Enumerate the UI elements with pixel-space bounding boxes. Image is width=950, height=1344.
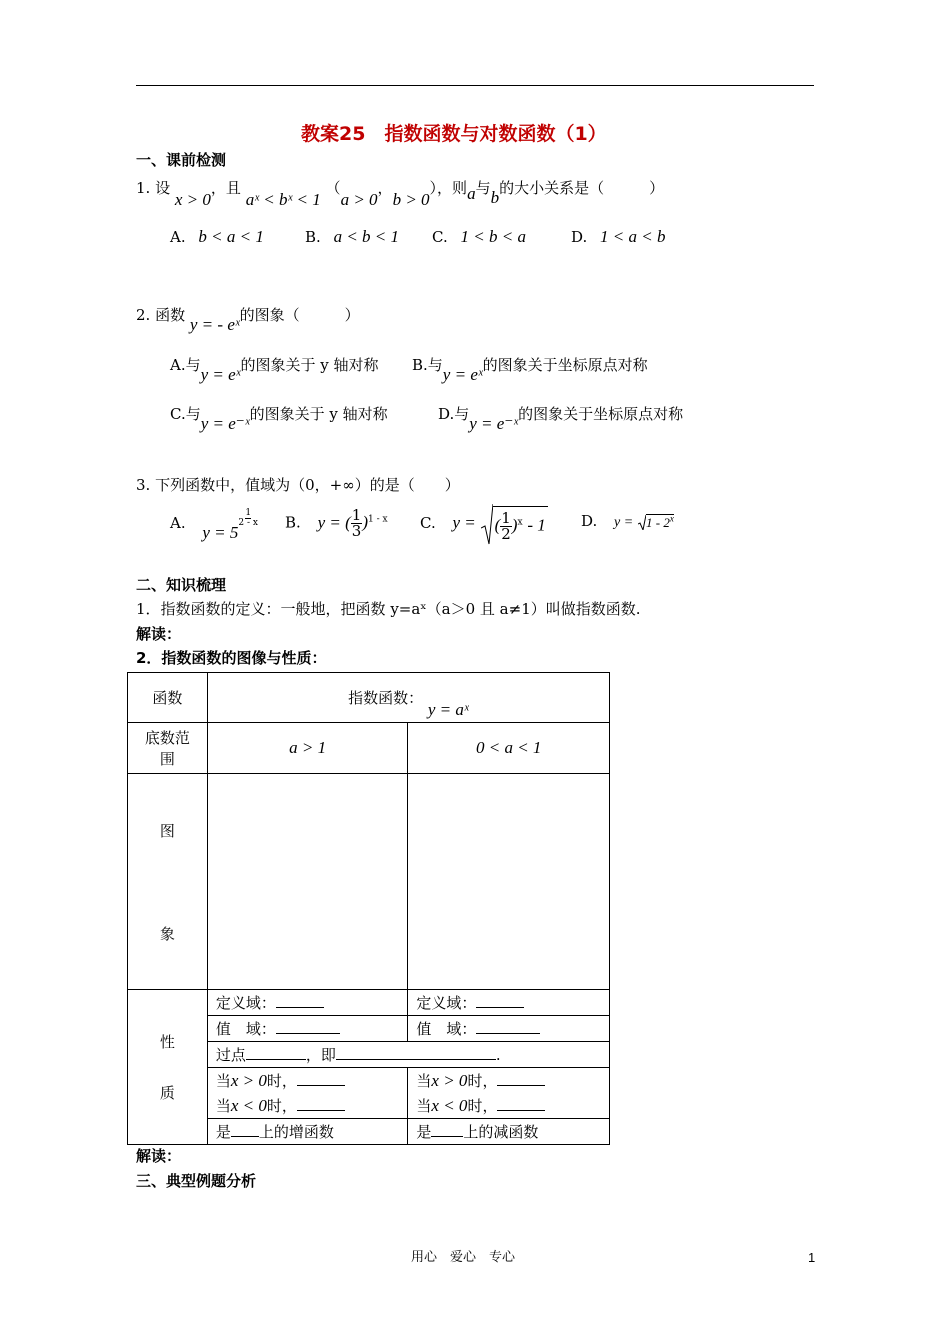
cell-text: 指数函数： [348, 689, 424, 707]
table-row [128, 723, 610, 774]
cell-text: 当 [215, 1097, 231, 1115]
option-label: C. [420, 514, 436, 532]
table-row [128, 990, 610, 1016]
page-number: 1 [808, 1250, 816, 1265]
table-cell [207, 1042, 609, 1068]
exponent-fraction [238, 509, 258, 528]
option-label: D. [581, 512, 598, 530]
fraction-numerator: 1 [501, 509, 511, 527]
math-expression: - 1 [527, 515, 546, 535]
exponent: 1 - x [367, 514, 388, 525]
square-root [638, 513, 674, 531]
table-cell [207, 673, 609, 723]
section-heading-1: 一、课前检测 [136, 151, 227, 169]
header-rule [136, 85, 814, 86]
table-row [128, 673, 610, 723]
table-cell [207, 1093, 408, 1119]
cell-text: 围 [159, 750, 175, 768]
table-cell [207, 1068, 408, 1094]
question-number: 3. [136, 476, 151, 494]
question-1-stem [136, 178, 665, 209]
fill-blank[interactable] [297, 1096, 345, 1111]
math-expression: 1 < b < a [460, 227, 526, 246]
cell-text: . [495, 1046, 501, 1064]
option-text: 的图象关于 y 轴对称 [249, 405, 388, 423]
option-c [420, 502, 548, 546]
cell-text: ，即 [305, 1046, 336, 1064]
option-c [170, 404, 388, 433]
option-label: C. [432, 228, 448, 246]
option-label: A. [170, 514, 186, 532]
radicand: ( $\frac{1}{2}$ )$^x$ - 1 [493, 506, 548, 542]
math-expression: y = [452, 513, 476, 532]
fill-blank[interactable] [476, 993, 524, 1008]
math-expression: y = e⁻ˣ [200, 414, 250, 433]
math-expression: y = - eˣ [189, 315, 240, 334]
math-expression: a > 0 [340, 190, 378, 209]
fraction-numerator: 1 [351, 506, 362, 524]
option-a [170, 227, 264, 247]
option-c [432, 227, 526, 247]
math-expression: x > 0 [230, 1071, 267, 1090]
stem-text: （ [325, 179, 341, 197]
option-b [412, 355, 648, 384]
table-cell [207, 1016, 408, 1042]
cell-text: 定义域： [215, 994, 276, 1012]
option-label: D.与 [438, 405, 470, 423]
cell-text: 上的增函数 [258, 1123, 334, 1141]
question-number: 1. [136, 179, 151, 197]
fraction [500, 511, 512, 542]
math-expression: x < 0 [431, 1096, 468, 1115]
math-expression: y = [614, 515, 634, 530]
math-expression: y = e⁻ˣ [469, 414, 519, 433]
table-cell [128, 774, 208, 990]
table-cell [408, 1119, 610, 1145]
math-expression: y = ( [317, 512, 351, 532]
option-label: A. [170, 228, 186, 246]
math-expression: y = aˣ [427, 700, 469, 719]
fill-blank[interactable] [276, 993, 324, 1008]
math-expression: y = eˣ [442, 365, 483, 384]
exponent: x [669, 513, 674, 524]
stem-text: 设 [155, 179, 171, 197]
option-text: 的图象关于 y 轴对称 [240, 356, 379, 374]
stem-text: ， [377, 179, 393, 197]
math-expression: a < b < 1 [333, 227, 400, 246]
radical-sign-icon [481, 502, 493, 546]
properties-table [127, 672, 610, 1145]
stem-text: 的图象（ ） [239, 306, 360, 324]
fraction-denominator: 2 [501, 525, 511, 543]
table-cell [408, 990, 610, 1016]
stem-text: ），则 [429, 179, 468, 197]
exponent: x [517, 517, 523, 528]
section-heading-2: 二、知识梳理 [136, 576, 227, 594]
stem-text: 下列函数中，值域为（0，+∞）的是（ ） [155, 476, 460, 494]
section-heading-3: 三、典型例题分析 [136, 1172, 257, 1190]
cell-text: 象 [159, 925, 175, 943]
fill-blank[interactable] [276, 1019, 340, 1034]
math-expression: x > 0 [174, 190, 211, 209]
radical-sign-icon [638, 514, 646, 530]
table-cell [408, 1016, 610, 1042]
cell-text: 时， [266, 1072, 297, 1090]
option-label: A.与 [170, 356, 201, 374]
cell-text: 过点 [215, 1046, 246, 1064]
cell-text: 时， [467, 1097, 498, 1115]
page-title: 教案25 指数函数与对数函数（1） [301, 123, 607, 145]
option-a [170, 355, 379, 384]
table-row [128, 774, 610, 990]
definition-text: 1．指数函数的定义：一般地，把函数 y=aˣ（a＞0 且 a≠1）叫做指数函数. [136, 600, 641, 618]
table-cell: 函数 [128, 673, 208, 723]
math-expression: aˣ < bˣ < 1 [245, 190, 321, 209]
graph-area-a-gt-1 [207, 774, 408, 990]
table-cell [207, 990, 408, 1016]
math-expression: ) [362, 512, 368, 532]
radicand [646, 514, 674, 530]
cell-text: 值 域： [215, 1020, 276, 1038]
option-label: D. [571, 228, 588, 246]
table-cell [207, 1119, 408, 1145]
stem-text: 的大小关系是（ ） [499, 179, 665, 197]
math-expression: x > 0 [431, 1071, 468, 1090]
radicand-text: 1 - 2 [646, 514, 670, 530]
question-3-stem [136, 477, 460, 494]
graph-area-a-lt-1 [408, 774, 610, 990]
fill-blank[interactable] [497, 1096, 545, 1111]
option-label: B. [305, 228, 321, 246]
math-expression: a [467, 184, 476, 203]
question-2-stem [136, 305, 360, 334]
math-expression: 1 < a < b [600, 227, 666, 246]
cell-text: 当 [215, 1072, 231, 1090]
math-expression: y = eˣ [200, 365, 241, 384]
cell-text: 上的减函数 [463, 1123, 539, 1141]
fraction-numerator: 1 [245, 508, 252, 518]
cell-text: 是 [416, 1123, 432, 1141]
fill-blank[interactable] [497, 1071, 545, 1086]
fill-blank[interactable] [476, 1019, 540, 1034]
cell-text: 底数范 [144, 729, 190, 747]
option-label: B.与 [412, 356, 443, 374]
page-footer: 用心 爱心 专心 [411, 1250, 516, 1265]
option-d [438, 404, 684, 433]
cell-text: 当 [416, 1072, 432, 1090]
fill-blank[interactable] [431, 1122, 463, 1137]
table-cell [408, 1068, 610, 1094]
cell-text: 时， [467, 1072, 498, 1090]
table-cell [408, 1093, 610, 1119]
fill-blank[interactable] [297, 1071, 345, 1086]
cell-text: 是 [215, 1123, 231, 1141]
cell-text: 当 [416, 1097, 432, 1115]
option-a [170, 508, 258, 542]
math-expression: x < 0 [230, 1096, 267, 1115]
square-root [481, 502, 548, 546]
fraction [351, 508, 363, 539]
table-cell: 0 < a < 1 [408, 723, 610, 774]
fraction-denominator: 2 - x [238, 518, 258, 528]
option-b [285, 508, 388, 539]
option-d [581, 513, 674, 531]
cell-text: 时， [266, 1097, 297, 1115]
option-text: 的图象关于坐标原点对称 [482, 356, 648, 374]
table-cell [128, 990, 208, 1145]
table-cell: a > 1 [207, 723, 408, 774]
option-label: B. [285, 513, 301, 532]
stem-text: 函数 [155, 306, 186, 324]
properties-heading: 2．指数函数的图像与性质： [136, 649, 327, 667]
math-expression: b [490, 188, 500, 207]
cell-text: 图 [159, 822, 175, 840]
option-text: 的图象关于坐标原点对称 [518, 405, 684, 423]
option-d [571, 227, 666, 247]
fraction-denominator: 3 [351, 522, 362, 540]
math-expression: b < a < 1 [198, 227, 264, 246]
question-number: 2. [136, 306, 151, 324]
stem-text: 与 [475, 179, 491, 197]
interpretation-label: 解读： [136, 625, 182, 643]
interpretation-label: 解读： [136, 1147, 182, 1165]
option-label: C.与 [170, 405, 201, 423]
cell-text: 质 [159, 1084, 175, 1102]
table-cell [128, 723, 208, 774]
math-expression: b > 0 [392, 190, 430, 209]
cell-text: 性 [159, 1033, 175, 1051]
cell-text: 定义域： [416, 994, 477, 1012]
fill-blank[interactable] [336, 1045, 496, 1060]
fill-blank[interactable] [231, 1122, 259, 1137]
option-b [305, 227, 399, 247]
fill-blank[interactable] [246, 1045, 306, 1060]
cell-text: 值 域： [416, 1020, 477, 1038]
math-expression: y = 5 [202, 523, 239, 542]
stem-text: ，且 [210, 179, 241, 197]
